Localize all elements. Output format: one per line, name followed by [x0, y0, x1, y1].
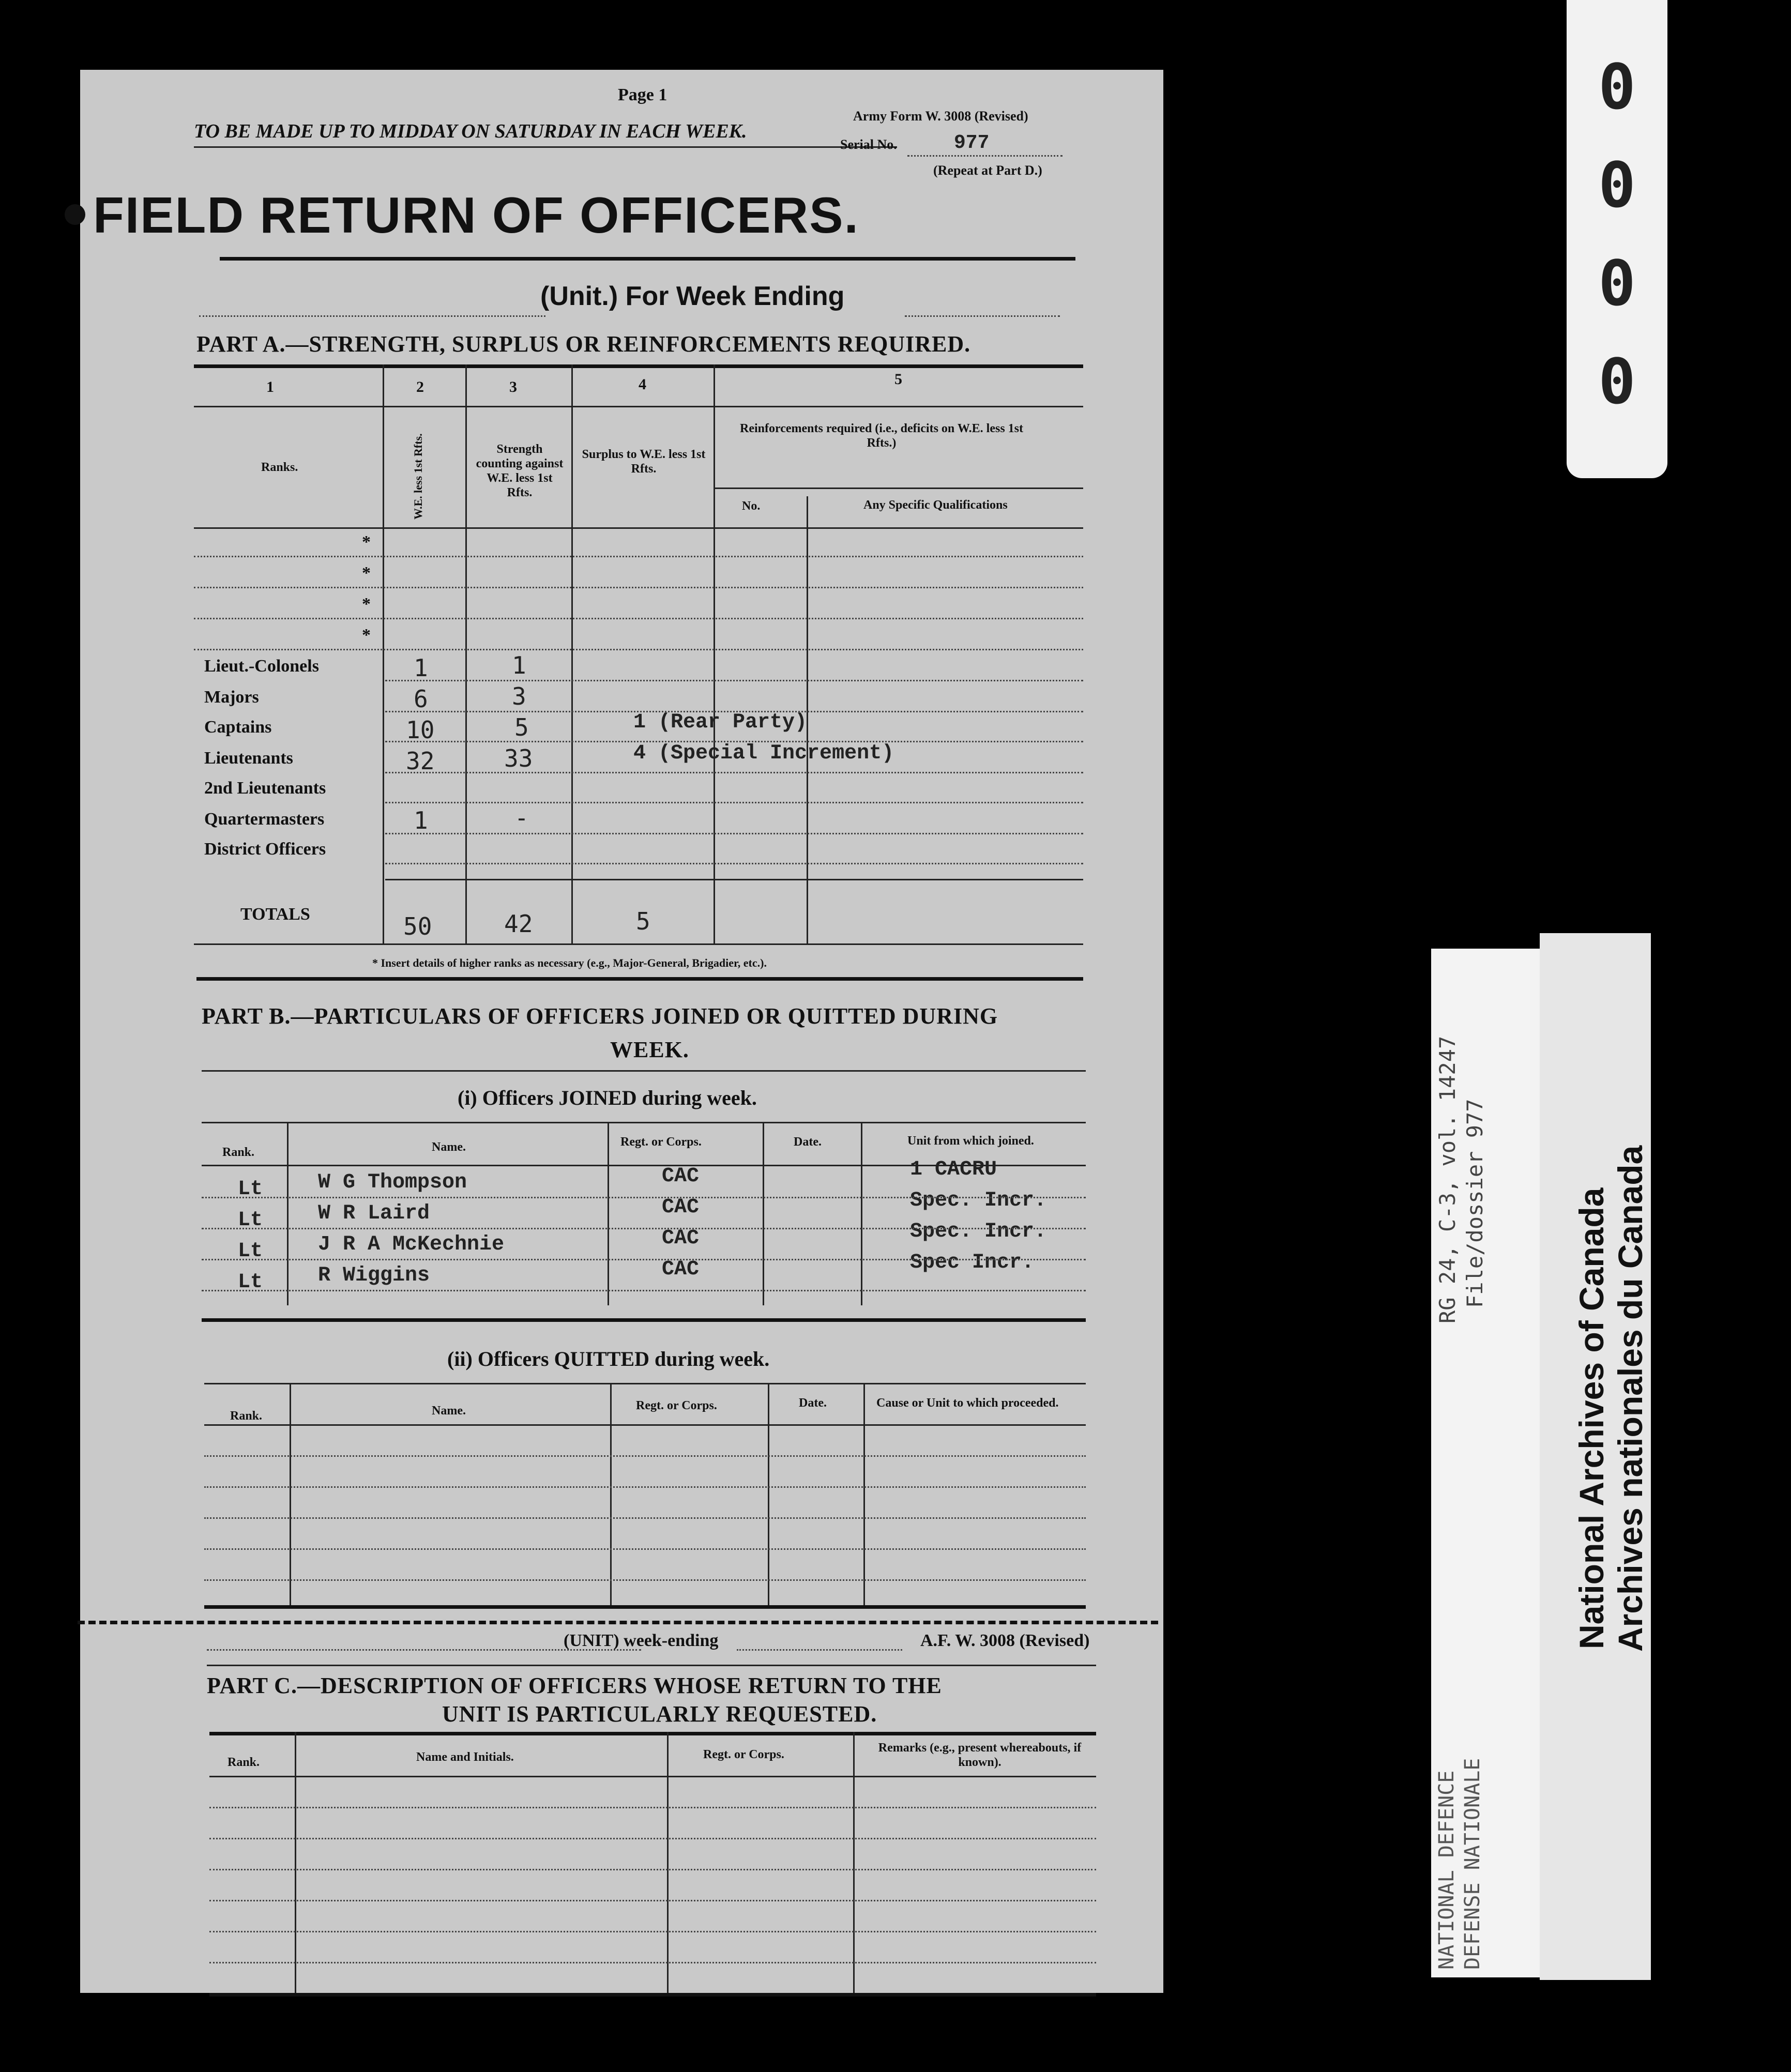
instruction: TO BE MADE UP TO MIDDAY ON SATURDAY IN EACH WEEK.	[194, 120, 747, 142]
tear-line	[78, 1621, 1158, 1624]
joined-title: (i) Officers JOINED during week.	[458, 1086, 757, 1109]
rank-label: 2nd Lieutenants	[204, 779, 326, 798]
total-strength: 42	[504, 910, 533, 938]
asterisk-marker: *	[362, 626, 371, 645]
part-b-heading: PART B.—PARTICULARS OF OFFICERS JOINED OR QUITTED DURING	[202, 1003, 998, 1029]
archives-name-fr: Archives nationales du Canada	[1611, 1145, 1649, 1652]
total-surplus: 5	[636, 907, 650, 935]
we-value: 6	[414, 685, 428, 713]
col-reinforcements-header: Reinforcements required (i.e., deficits on W.E. less 1st Rfts.)	[740, 422, 1023, 450]
joined-corps: CAC	[662, 1165, 700, 1188]
col-number-4: 4	[639, 376, 646, 393]
col-surplus-header: Surplus to W.E. less 1st Rfts.	[582, 448, 706, 476]
quitted-col-date: Date.	[799, 1396, 827, 1410]
serial-value: 977	[954, 132, 990, 154]
surplus-value: 4 (Special Increment)	[633, 742, 894, 765]
joined-col-unit: Unit from which joined.	[907, 1134, 1034, 1148]
joined-unit: 1 CACRU	[910, 1158, 997, 1181]
col-number-5: 5	[894, 371, 902, 388]
joined-rank: Lt	[238, 1271, 263, 1294]
joined-corps: CAC	[662, 1227, 700, 1250]
repeat-note: (Repeat at Part D.)	[933, 163, 1042, 178]
col-no-header: No.	[742, 499, 761, 513]
form-paper	[80, 70, 1163, 1993]
col-qualifications-header: Any Specific Qualifications	[863, 498, 1008, 512]
frame-digit: 0	[1598, 52, 1636, 124]
part-c-col-name: Name and Initials.	[416, 1750, 514, 1764]
col-number-2: 2	[416, 378, 424, 395]
joined-col-date: Date.	[794, 1135, 822, 1149]
we-value: 32	[406, 747, 435, 775]
strength-value: -	[514, 804, 529, 832]
rank-label: Captains	[204, 718, 272, 737]
col-strength-header: Strength counting against W.E. less 1st Rfts.	[476, 443, 564, 499]
part-c-heading-2: UNIT IS PARTICULARLY REQUESTED.	[442, 1701, 877, 1727]
part-c-col-corps: Regt. or Corps.	[703, 1748, 784, 1761]
joined-rank: Lt	[238, 1209, 263, 1232]
we-value: 1	[414, 806, 428, 834]
joined-name: W G Thompson	[318, 1171, 467, 1194]
joined-unit: Spec. Incr.	[910, 1220, 1047, 1243]
form-title: FIELD RETURN OF OFFICERS.	[93, 187, 859, 243]
asterisk-marker: *	[362, 532, 371, 552]
archives-name-en: National Archives of Canada	[1572, 1187, 1611, 1649]
rank-label: Majors	[204, 688, 259, 707]
strength-value: 3	[512, 682, 526, 710]
we-value: 1	[414, 654, 428, 682]
part-c-col-rank: Rank.	[227, 1756, 260, 1769]
rank-label: Lieutenants	[204, 749, 293, 768]
page-number: Page 1	[618, 85, 667, 104]
frame-digit: 0	[1598, 248, 1636, 320]
quitted-col-cause: Cause or Unit to which proceeded.	[876, 1396, 1059, 1410]
dept-fr: DEFENSE NATIONALE	[1461, 1758, 1484, 1970]
archive-file: File/dossier 977	[1462, 1099, 1488, 1308]
dept-en: NATIONAL DEFENCE	[1435, 1770, 1459, 1970]
we-value: 10	[406, 716, 435, 744]
joined-col-corps: Regt. or Corps.	[620, 1135, 702, 1149]
joined-name: W R Laird	[318, 1202, 430, 1225]
part-c-col-remarks: Remarks (e.g., present whereabouts, if known).	[878, 1741, 1082, 1769]
serial-label: Serial No.	[840, 137, 897, 152]
quitted-title: (ii) Officers QUITTED during week.	[447, 1347, 770, 1370]
total-we: 50	[403, 912, 432, 940]
surplus-value: 1 (Rear Party)	[633, 711, 808, 734]
rank-label: Lieut.-Colonels	[204, 657, 319, 676]
quitted-col-corps: Regt. or Corps.	[636, 1399, 717, 1412]
quitted-col-rank: Rank.	[230, 1409, 263, 1423]
army-form-ref: Army Form W. 3008 (Revised)	[853, 109, 1028, 124]
asterisk-marker: *	[362, 595, 371, 614]
part-c-form-ref: A.F. W. 3008 (Revised)	[920, 1631, 1090, 1650]
joined-rank: Lt	[238, 1240, 263, 1263]
bullet-icon	[65, 204, 85, 225]
joined-name: J R A McKechnie	[318, 1233, 505, 1256]
frame-digit: 0	[1598, 150, 1636, 222]
strength-value: 5	[514, 713, 529, 741]
quitted-col-name: Name.	[432, 1404, 466, 1418]
joined-corps: CAC	[662, 1196, 700, 1219]
archive-reference: RG 24, C-3, vol. 14247	[1435, 1035, 1460, 1323]
strength-value: 33	[504, 744, 533, 772]
col-ranks-header: Ranks.	[261, 461, 298, 474]
col-number-3: 3	[509, 378, 517, 395]
joined-col-name: Name.	[432, 1140, 466, 1154]
joined-col-rank: Rank.	[222, 1146, 255, 1159]
joined-corps: CAC	[662, 1258, 700, 1281]
part-c-unit-line: (UNIT) week-ending	[564, 1631, 719, 1650]
col-number-1: 1	[266, 378, 274, 395]
unit-week-label: (Unit.) For Week Ending	[540, 281, 845, 311]
joined-name: R Wiggins	[318, 1264, 430, 1287]
part-b-heading-2: WEEK.	[610, 1037, 689, 1062]
joined-rank: Lt	[238, 1178, 263, 1201]
joined-unit: Spec Incr.	[910, 1251, 1035, 1274]
strength-value: 1	[512, 651, 526, 679]
asterisk-marker: *	[362, 563, 371, 583]
part-a-heading: PART A.—STRENGTH, SURPLUS OR REINFORCEMENTS REQUIRED.	[196, 331, 971, 357]
joined-unit: Spec. Incr.	[910, 1189, 1047, 1212]
rank-label: District Officers	[204, 840, 326, 859]
part-a-footnote: * Insert details of higher ranks as necessary (e.g., Major-General, Brigadier, etc.).	[372, 956, 767, 969]
totals-label: TOTALS	[240, 905, 310, 924]
col-we-header: W.E. less 1st Rfts.	[412, 433, 424, 520]
frame-digit: 0	[1598, 346, 1636, 418]
rank-label: Quartermasters	[204, 810, 325, 829]
part-c-heading: PART C.—DESCRIPTION OF OFFICERS WHOSE RETURN TO THE	[207, 1673, 942, 1698]
